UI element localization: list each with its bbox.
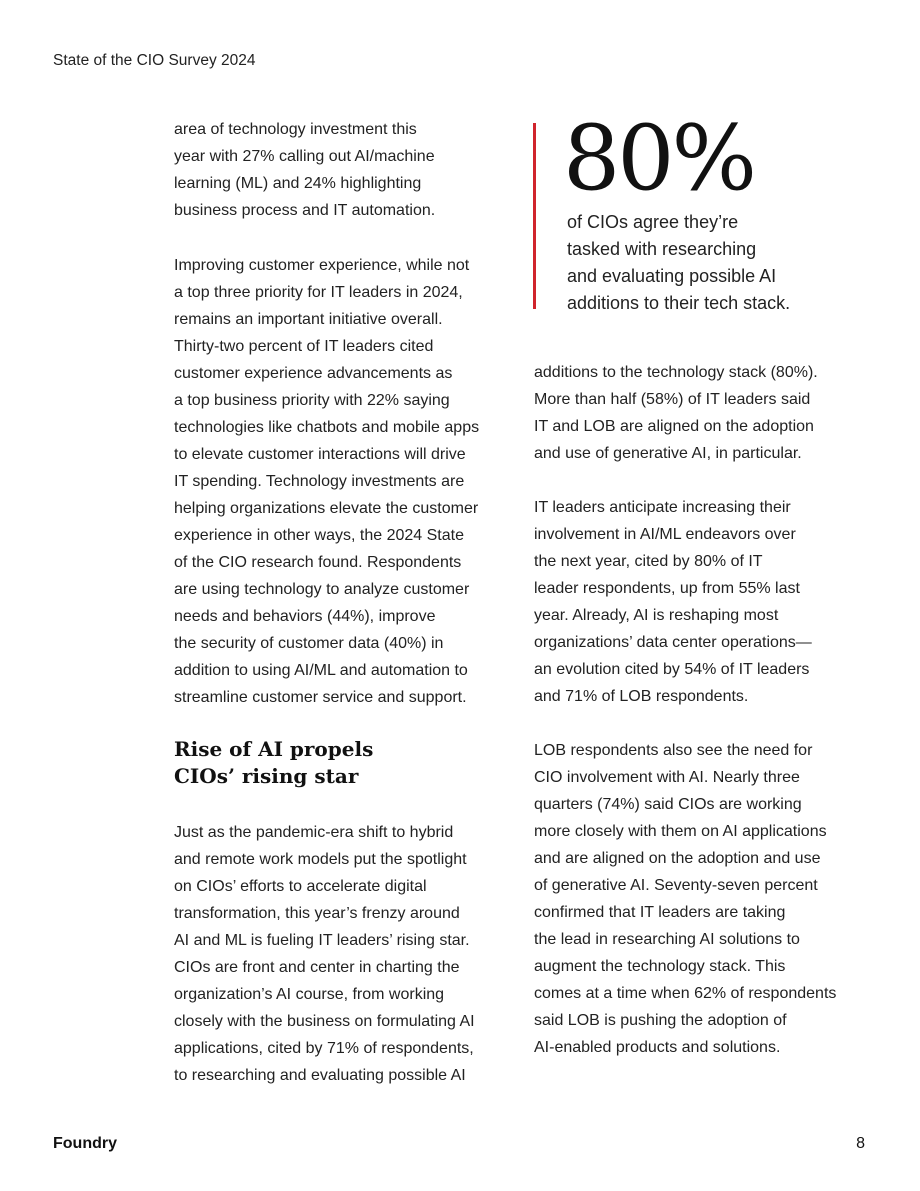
right-paragraph-1: additions to the technology stack (80%). More than half (58%) of IT leaders said IT and LOB are aligned on the adoption and use of generative AI, in particular. xyxy=(534,364,818,462)
callout-stat-caption: of CIOs agree they’re tasked with researching and evaluating possible AI additions to their tech stack. xyxy=(567,212,791,313)
document-header-title: State of the CIO Survey 2024 xyxy=(53,52,256,69)
callout-stat-number: 80% xyxy=(563,106,755,211)
page-number: 8 xyxy=(856,1135,865,1152)
left-paragraph-3: Just as the pandemic-era shift to hybrid and remote work models put the spotlight on CIOs’ efforts to accelerate digital transformation, this year’s frenzy around AI and ML is fueling IT leaders’ rising star. CIOs are front and center in charting the organization’s AI course, from working closely with the business on formulating AI applications, cited by 71% of respondents, to researching and evaluating possible AI xyxy=(174,824,475,1084)
section-heading: Rise of AI propels CIOs’ rising star xyxy=(174,737,374,788)
right-paragraph-2: IT leaders anticipate increasing their involvement in AI/ML endeavors over the next year, cited by 80% of IT leader respondents, up from 55% last year. Already, AI is reshaping most organizations’ data center operations— an evolution cited by 54% of IT leaders and 71% of LOB respondents. xyxy=(534,499,812,705)
footer-brand-logo: Foundry xyxy=(53,1135,117,1152)
right-paragraph-3: LOB respondents also see the need for CIO involvement with AI. Nearly three quarters (74%) said CIOs are working more closely with them on AI applications and are aligned on the adoption and use of generative AI. Seventy-seven percent confirmed that IT leaders are taking the lead in researching AI solutions to augment the technology stack. This comes at a time when 62% of respondents said LOB is pushing the adoption of AI-enabled products and solutions. xyxy=(534,742,837,1056)
left-paragraph-1: area of technology investment this year with 27% calling out AI/machine learning (ML) and 24% highlighting business process and IT automation. xyxy=(174,121,436,219)
callout-accent-bar xyxy=(533,123,536,309)
left-paragraph-2: Improving customer experience, while not a top three priority for IT leaders in 2024, remains an important initiative overall. Thirty-two percent of IT leaders cited customer experience advancements as a top business priority with 22% saying technologies like chatbots and mobile apps to elevate customer interactions will drive IT spending. Technology investments are helping organizations elevate the customer experience in other ways, the 2024 State of the CIO research found. Respondents are using technology to analyze customer needs and behaviors (44%), improve the security of customer data (40%) in addition to using AI/ML and automation to streamline customer service and support. xyxy=(174,257,480,706)
